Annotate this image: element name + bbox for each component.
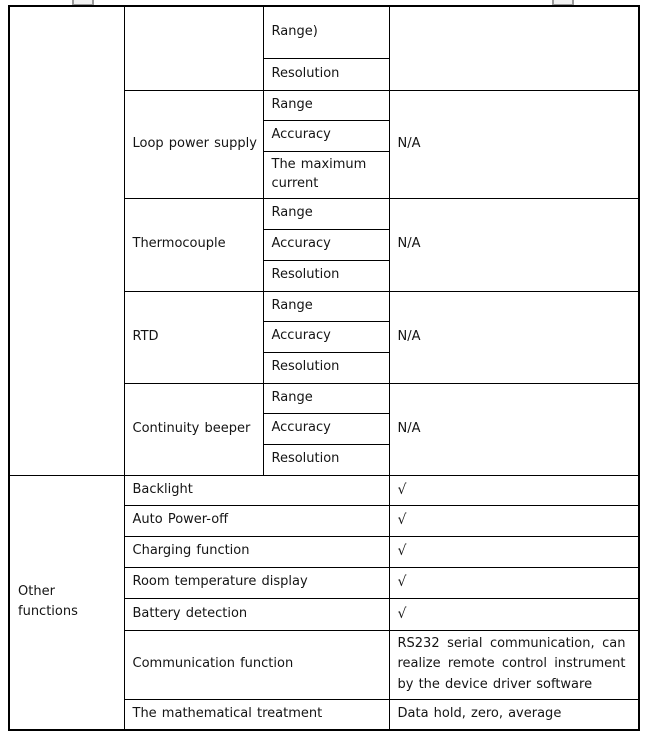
cell-cb-resolution: Resolution — [263, 444, 389, 475]
cell-value-math-treatment: Data hold, zero, average — [389, 699, 639, 730]
cell-rtd-value: N/A — [389, 291, 639, 383]
cell-feature-room-temp: Room temperature display — [124, 567, 389, 598]
cell-group-continuity-beeper: Continuity beeper — [124, 383, 263, 475]
cell-tc-accuracy: Accuracy — [263, 229, 389, 260]
cell-value-communication — [389, 630, 639, 699]
cell-check-auto-power-off: √ — [389, 505, 639, 536]
cell-cb-value: N/A — [389, 383, 639, 475]
cell-feature-backlight: Backlight — [124, 475, 389, 505]
cell-range-partial: Range) — [263, 6, 389, 58]
cell-rtd-accuracy: Accuracy — [263, 321, 389, 352]
cell-tc-value: N/A — [389, 198, 639, 291]
other-functions-text: Other functions — [18, 584, 78, 620]
cell-check-charging: √ — [389, 536, 639, 567]
cell-tc-resolution: Resolution — [263, 260, 389, 291]
cell-loop-max-current: The maximum current — [263, 151, 389, 198]
cell-loop-range: Range — [263, 90, 389, 120]
cell-resolution-partial: Resolution — [263, 58, 389, 90]
cell-category-empty — [9, 6, 124, 475]
cell-group-rtd: RTD — [124, 291, 263, 383]
cell-feature-charging: Charging function — [124, 536, 389, 567]
cell-tc-range: Range — [263, 198, 389, 229]
cell-other-functions-label — [9, 475, 124, 730]
cell-value-empty — [389, 6, 639, 90]
cell-feature-auto-power-off: Auto Power-off — [124, 505, 389, 536]
cell-cb-accuracy: Accuracy — [263, 413, 389, 444]
cell-cb-range: Range — [263, 383, 389, 413]
cell-group-loop-power-supply: Loop power supply — [124, 90, 263, 198]
communication-value-text: RS232 serial communication, can realize remote control instrument by the device driver software — [397, 635, 626, 693]
cell-feature-battery: Battery detection — [124, 598, 389, 630]
cell-group-thermocouple: Thermocouple — [124, 198, 263, 291]
cell-check-backlight: √ — [389, 475, 639, 505]
cell-feature-math-treatment: The mathematical treatment — [124, 699, 389, 730]
cell-rtd-resolution: Resolution — [263, 352, 389, 383]
cell-check-battery: √ — [389, 598, 639, 630]
cell-subcategory-empty — [124, 6, 263, 90]
cell-loop-value: N/A — [389, 90, 639, 198]
spec-table — [8, 5, 640, 731]
cell-feature-communication: Communication function — [124, 630, 389, 699]
cell-check-room-temp: √ — [389, 567, 639, 598]
cell-loop-accuracy: Accuracy — [263, 120, 389, 151]
cell-rtd-range: Range — [263, 291, 389, 321]
